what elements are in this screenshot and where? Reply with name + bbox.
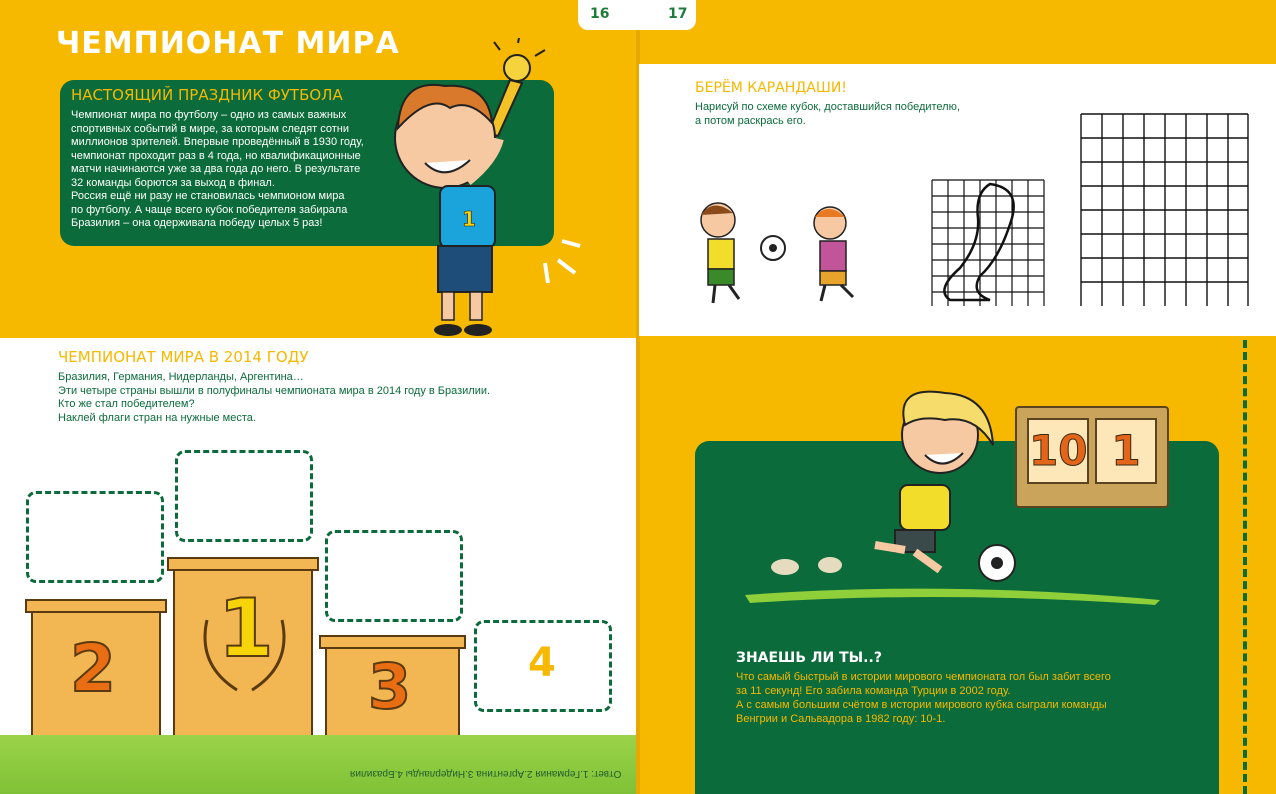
drawing-grid[interactable]	[1080, 113, 1250, 308]
did-you-know-text: Что самый быстрый в истории мирового чемпионата гол был забит всего за 11 секунд! Его забила команда Турции в 2002 году. А с самым большим счётом в истории мирового кубка сыграли команды Венгрии и Сальвадора в 1982 году: 10-1.	[736, 671, 1111, 725]
page-number-left: 16	[590, 6, 610, 22]
info-heading: НАСТОЯЩИЙ ПРАЗДНИК ФУТБОЛА	[71, 86, 343, 104]
svg-text:1: 1	[462, 207, 476, 231]
worldcup-2014-text: Бразилия, Германия, Нидерланды, Аргентина… Эти четыре страны вышли в полуфиналы чемпионата мира в 2014 году в Бразилии. Кто же стал победителем? Наклей флаги стран на нужные места.	[58, 371, 491, 425]
page-number-tab	[578, 0, 696, 30]
fourth-place-number: 4	[528, 640, 556, 686]
dashed-border-line	[1243, 340, 1247, 794]
grass-strip	[0, 735, 636, 794]
did-you-know-heading: ЗНАЕШЬ ЛИ ТЫ..?	[736, 650, 882, 666]
podium-second-number: 2	[70, 630, 116, 707]
podium-first-number: 1	[218, 582, 274, 675]
small-trophy-grid	[930, 178, 1046, 308]
flag-slot-first[interactable]	[175, 450, 313, 542]
worldcup-2014-heading: ЧЕМПИОНАТ МИРА В 2014 ГОДУ	[58, 348, 309, 366]
page-title: ЧЕМПИОНАТ МИРА	[56, 26, 400, 61]
pencils-text: Нарисуй по схеме кубок, доставшийся победителю, а потом раскрась его.	[695, 101, 960, 127]
podium-third-number: 3	[368, 650, 412, 723]
score-right: 1	[1095, 418, 1157, 484]
answer-text: Ответ: 1.Германия 2.Аргентина 3.Нидерланды 4.Бразилия	[350, 768, 622, 779]
page-number-right: 17	[668, 6, 688, 22]
pencils-heading: БЕРЁМ КАРАНДАШИ!	[695, 80, 847, 96]
kids-playing-illustration	[693, 195, 888, 310]
score-left: 10	[1027, 418, 1089, 484]
info-text: Чемпионат мира по футболу – одно из самых важных спортивных событий в мире, за которым следят сотни миллионов зрителей. Впервые проведённый в 1930 году, чемпионат проходит раз в 4 года, но квалификационные матчи начинаются уже за два года до него. В результате 32 команды борются за выход в финал. Россия ещё ни разу не становилась чемпионом мира по футболу. А чаще всего кубок победителя забирала Бразилия – она одерживала победу целых 5 раз!	[71, 109, 364, 229]
boy-with-cup-illustration	[370, 38, 600, 338]
running-player-illustration	[745, 385, 1165, 605]
